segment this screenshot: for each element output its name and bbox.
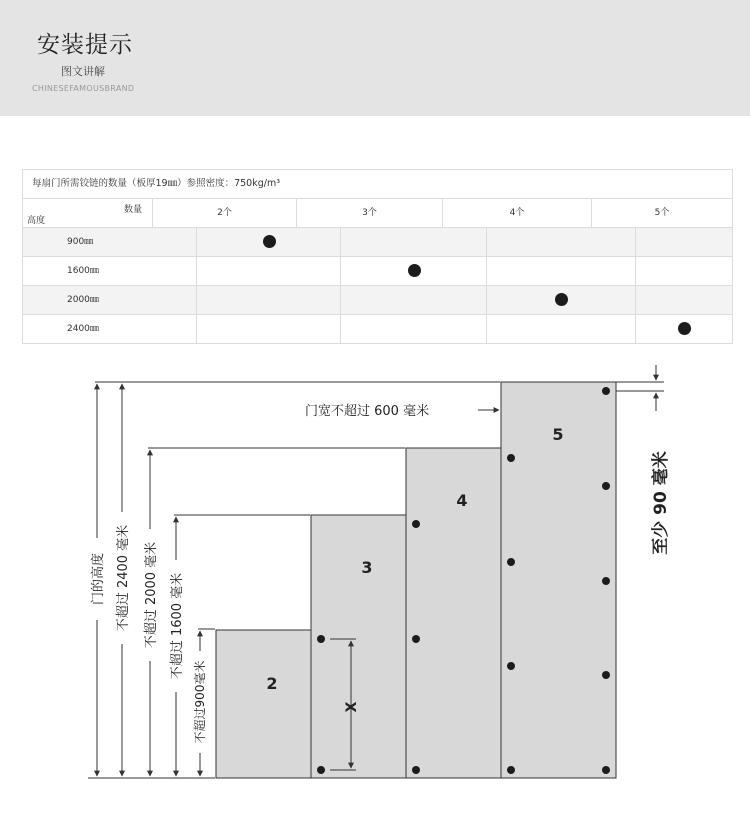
row-height-label: 2000㎜ <box>23 286 197 314</box>
header-banner <box>0 0 750 116</box>
row-height-label: 2400㎜ <box>23 315 197 343</box>
hinge-installation-diagram <box>0 355 750 795</box>
hinge-count-marker <box>263 235 276 248</box>
table-cell <box>341 286 487 314</box>
column-header: 4个 <box>443 199 592 227</box>
table-cell <box>636 315 732 343</box>
table-cell <box>197 228 341 256</box>
table-cell <box>487 228 636 256</box>
table-row <box>23 315 732 343</box>
table-cell <box>197 257 341 285</box>
max-2400-label: 不超过 2400 毫米 <box>116 524 131 632</box>
table-corner-cell <box>23 199 153 227</box>
brand-text: CHINESEFAMOUSBRAND <box>32 84 135 93</box>
table-cell <box>341 257 487 285</box>
max-1600-label: 不超过 1600 毫米 <box>170 572 185 680</box>
table-cell <box>487 286 636 314</box>
hinge-quantity-table <box>22 169 733 344</box>
table-row <box>23 257 732 286</box>
hinge-count-marker <box>408 264 421 277</box>
table-header-row <box>23 199 732 228</box>
table-cell <box>197 286 341 314</box>
width-note: 门宽不超过 600 毫米 <box>305 404 430 419</box>
table-cell <box>487 257 636 285</box>
table-row <box>23 228 732 257</box>
max-900-label: 不超过900毫米 <box>193 660 207 744</box>
page-subtitle: 图文讲解 <box>61 65 105 78</box>
max-2000-label: 不超过 2000 毫米 <box>144 541 159 649</box>
x-label: X <box>344 701 360 713</box>
hinge-count-marker <box>678 322 691 335</box>
row-height-label: 1600㎜ <box>23 257 197 285</box>
column-header: 3个 <box>297 199 443 227</box>
table-cell <box>341 315 487 343</box>
table-caption: 每扇门所需铰链的数量（板厚19㎜）参照密度：750kg/m³ <box>23 170 732 199</box>
corner-quantity-label: 数量 <box>123 205 142 215</box>
column-header: 2个 <box>153 199 297 227</box>
spacing-note: 至少 90 毫米 <box>651 451 671 555</box>
column-header: 5个 <box>654 208 670 218</box>
corner-height-label: 高度 <box>27 216 46 226</box>
table-row <box>23 286 732 315</box>
panel-label: 3 <box>361 558 373 577</box>
dimension-labels <box>89 512 208 753</box>
table-cell <box>636 228 732 256</box>
hinge-count-marker <box>555 293 568 306</box>
spacing-dimension <box>616 365 664 411</box>
table-cell <box>636 286 732 314</box>
panel-label: 4 <box>456 491 468 510</box>
page-title: 安装提示 <box>37 32 133 58</box>
row-height-label: 900㎜ <box>23 228 197 256</box>
panel-label: 2 <box>266 674 278 693</box>
table-cell <box>636 257 732 285</box>
table-cell <box>197 315 341 343</box>
table-cell <box>487 315 636 343</box>
table-cell <box>341 228 487 256</box>
door-height-label: 门的高度 <box>91 552 106 606</box>
panel-label: 5 <box>552 425 564 444</box>
